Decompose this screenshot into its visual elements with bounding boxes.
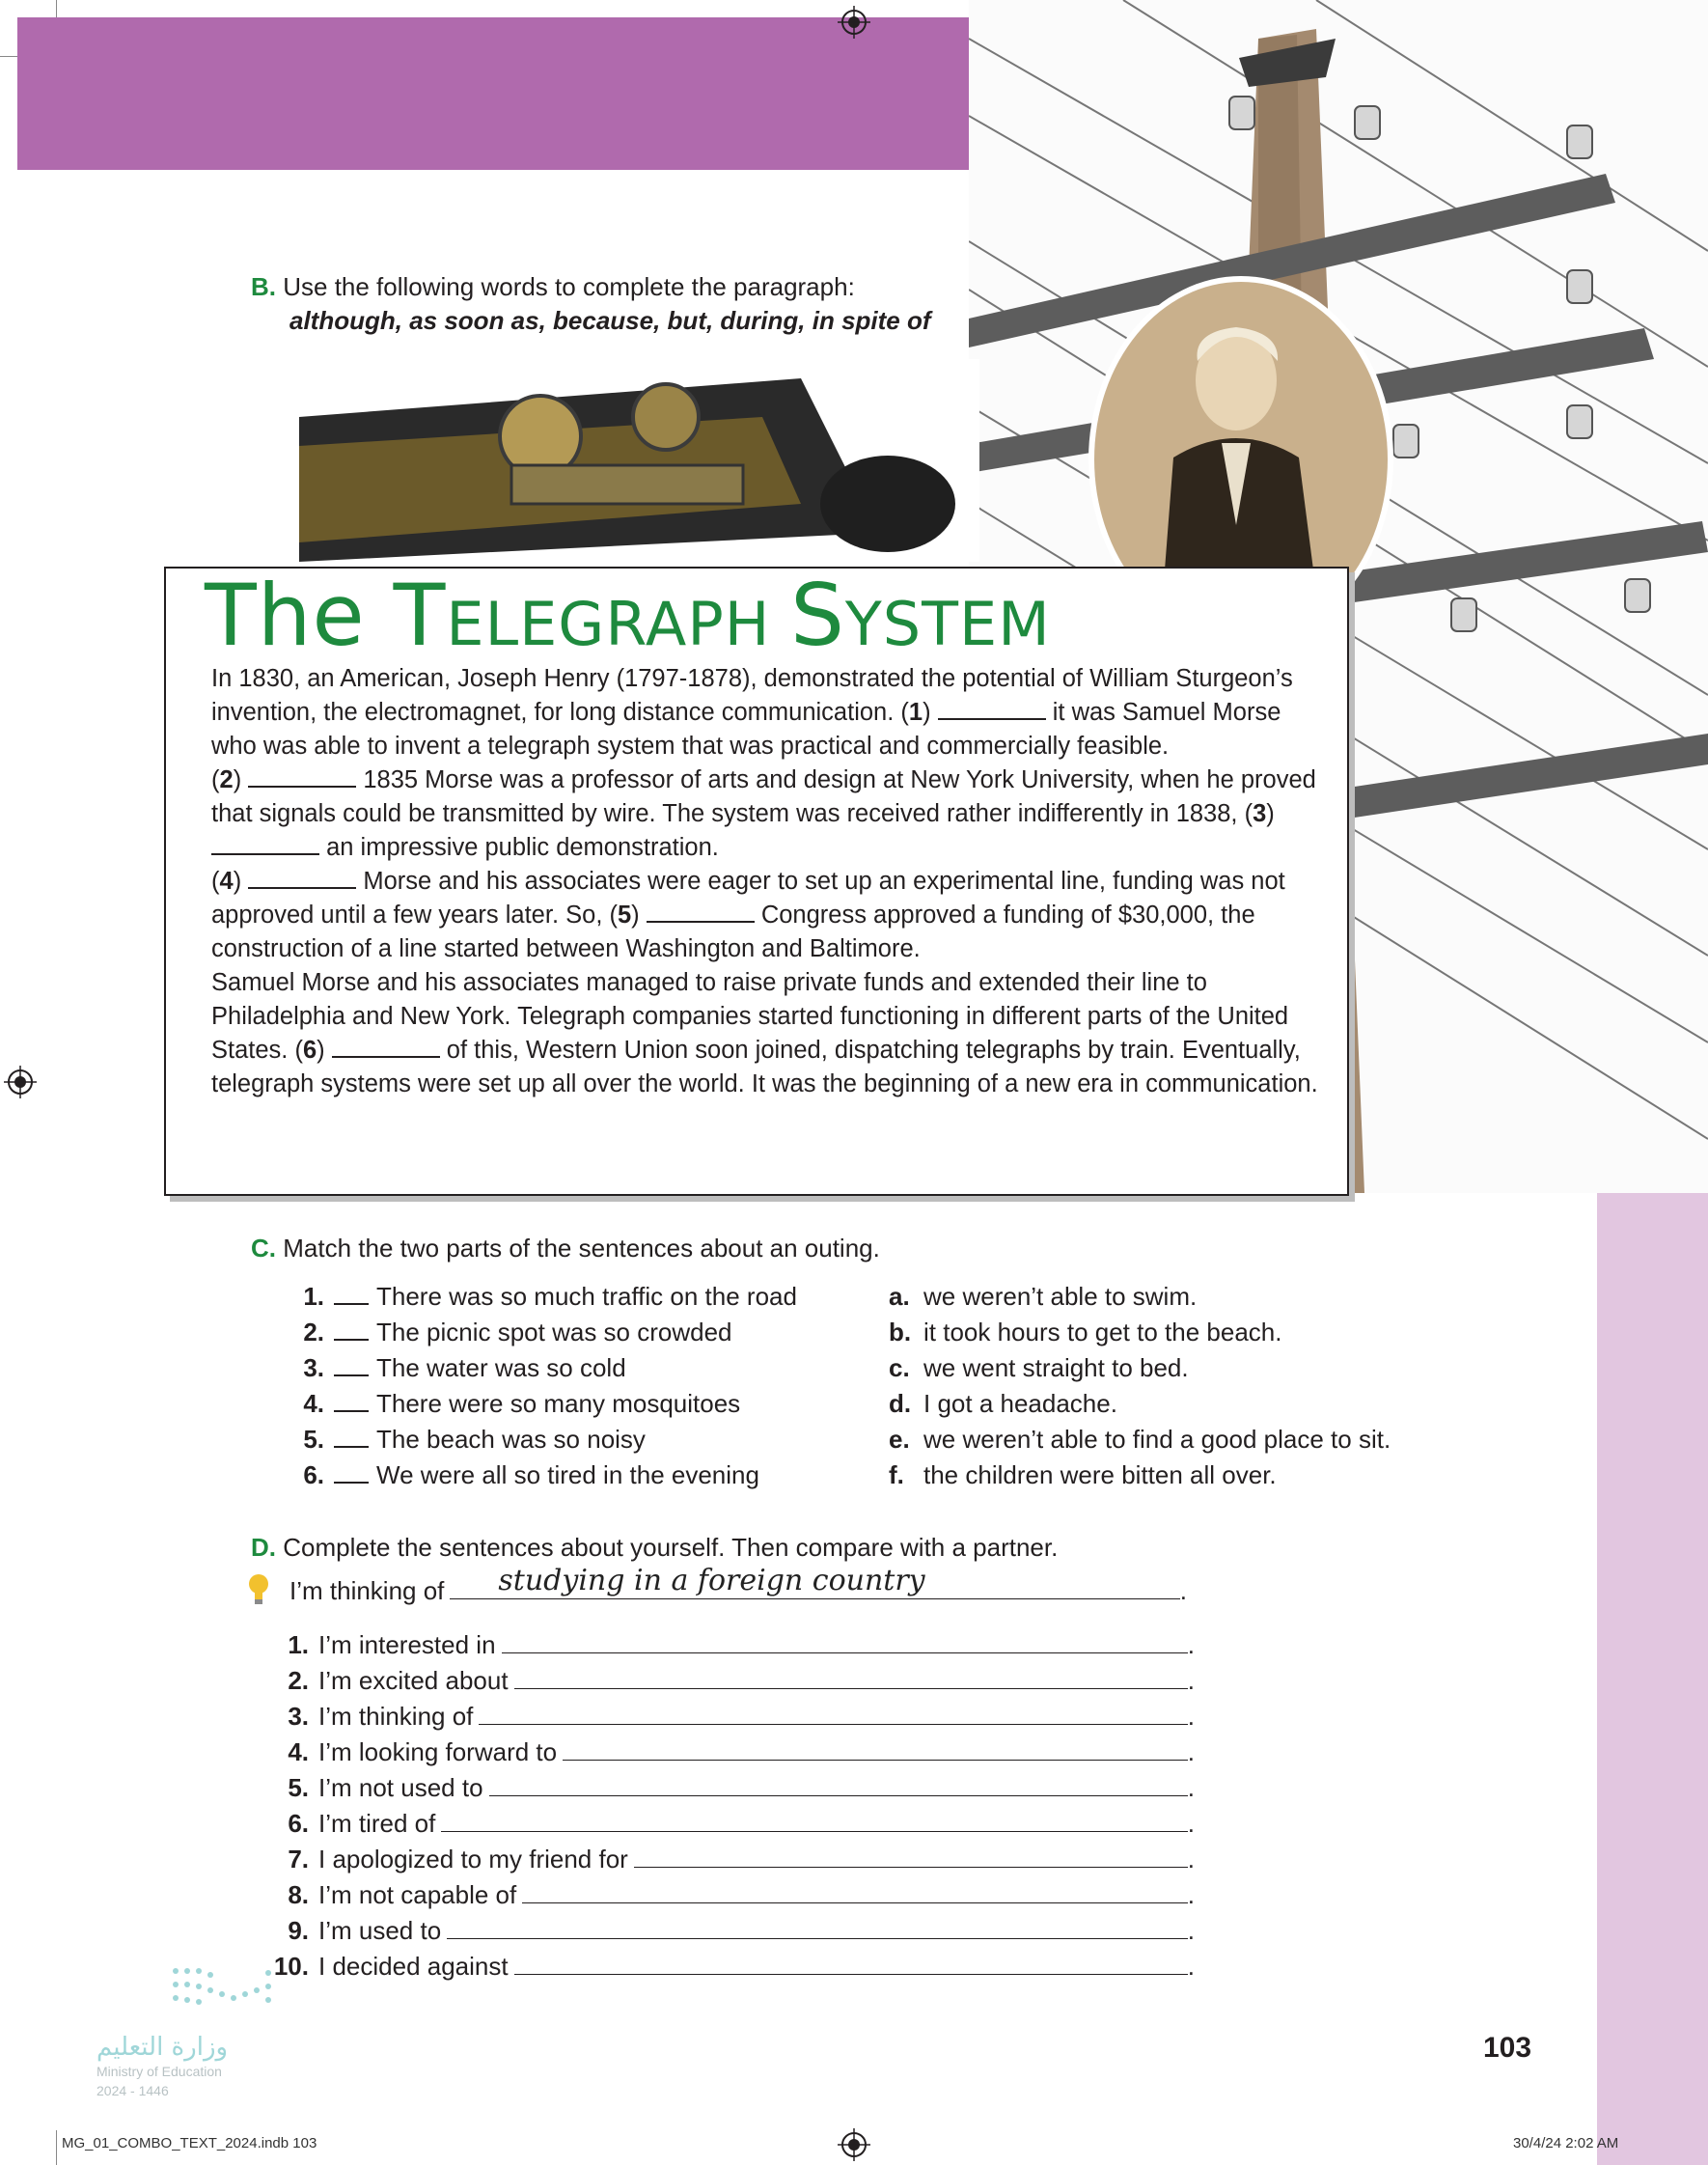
item-prompt: I apologized to my friend for bbox=[318, 1845, 628, 1874]
match-answer-blank[interactable] bbox=[334, 1319, 369, 1341]
paragraph: (2) 1835 Morse was a professor of arts and design at New York University, when he proved that signals could be transmitted by wire. The system was received rather indifferently in 1838, (3) an impressive public demonstration. bbox=[211, 766, 1316, 861]
title-word: ELEGRAPH bbox=[446, 589, 791, 659]
option-text: we went straight to bed. bbox=[923, 1353, 1189, 1382]
option-text: I got a headache. bbox=[923, 1389, 1117, 1418]
registration-mark-icon bbox=[838, 6, 870, 39]
item-number: 6. bbox=[303, 1460, 324, 1489]
answer-line[interactable] bbox=[447, 1915, 1188, 1939]
title-word: YSTEM bbox=[844, 589, 1051, 659]
section-b-instructions bbox=[251, 270, 931, 338]
match-item bbox=[288, 1279, 857, 1315]
match-answer-blank[interactable] bbox=[334, 1284, 369, 1305]
item-prompt: I’m thinking of bbox=[318, 1702, 474, 1731]
registration-mark-icon bbox=[4, 1066, 37, 1098]
item-text: The beach was so noisy bbox=[376, 1425, 646, 1454]
completion-item: 2. I’m excited about . bbox=[268, 1663, 1195, 1699]
lightbulb-icon bbox=[247, 1573, 270, 1606]
answer-line[interactable] bbox=[634, 1844, 1188, 1868]
option-letter: f. bbox=[889, 1460, 904, 1489]
telegraph-key-photo bbox=[299, 359, 979, 562]
item-number: 7. bbox=[288, 1845, 309, 1874]
match-option bbox=[889, 1422, 1429, 1457]
ministry-dots-icon bbox=[166, 1961, 340, 2019]
completion-item: 7. I apologized to my friend for . bbox=[268, 1842, 1195, 1877]
option-text: we weren’t able to find a good place to sit. bbox=[923, 1425, 1391, 1454]
ministry-arabic-name: وزارة التعليم bbox=[96, 2033, 229, 2062]
print-slug-file: MG_01_COMBO_TEXT_2024.indb 103 bbox=[62, 2135, 317, 2151]
match-answer-blank[interactable] bbox=[334, 1427, 369, 1448]
match-right-column bbox=[889, 1279, 1429, 1493]
passage-text-run: Congress approved a funding of $30,000, the construction of a line started between Washington and Baltimore. bbox=[211, 902, 1255, 962]
item-number: 2. bbox=[303, 1318, 324, 1346]
match-answer-blank[interactable] bbox=[334, 1391, 369, 1412]
match-item bbox=[288, 1315, 857, 1350]
match-item bbox=[288, 1350, 857, 1386]
section-letter: D. bbox=[251, 1533, 276, 1562]
item-number: 1. bbox=[303, 1282, 324, 1311]
match-option bbox=[889, 1386, 1429, 1422]
item-text: The water was so cold bbox=[376, 1353, 626, 1382]
match-left-column bbox=[288, 1279, 857, 1493]
word-bank: although, as soon as, because, but, during, in spite of bbox=[289, 306, 931, 335]
blank-number: 4 bbox=[219, 868, 234, 895]
match-item bbox=[288, 1386, 857, 1422]
blank-number: 6 bbox=[302, 1037, 317, 1064]
registration-mark-icon bbox=[838, 2128, 870, 2161]
passage-text-run: Samuel Morse and his associates managed to raise private funds and extended their line to Philadelphia and New York. Telegraph companies started functioning in different parts of the United States. ( bbox=[211, 969, 1289, 1064]
passage-text-run: it was Samuel Morse who was able to invent a telegraph system that was practical and commercially feasible. bbox=[211, 699, 1281, 760]
option-letter: c. bbox=[889, 1353, 910, 1382]
side-color-strip bbox=[1597, 1193, 1708, 2165]
passage-text-run: of this, Western Union soon joined, dispatching telegraphs by train. Eventually, telegraph systems were set up all over the world. It was the beginning of a new era in communication. bbox=[211, 1037, 1318, 1097]
section-instruction: Complete the sentences about yourself. Then compare with a partner. bbox=[283, 1533, 1059, 1562]
match-answer-blank[interactable] bbox=[334, 1355, 369, 1376]
paragraph: Samuel Morse and his associates managed to raise private funds and extended their line to Philadelphia and New York. Telegraph companies started functioning in different parts of the United States. (6) of this, Western Union soon joined, dispatching telegraphs by train. Eventually, telegraph systems were set up all over the world. It was the beginning of a new era in communication. bbox=[211, 969, 1318, 1097]
passage-text-run: an impressive public demonstration. bbox=[319, 834, 719, 861]
example-sentence: I’m thinking of studying in a foreign country . bbox=[289, 1573, 1187, 1608]
title-letter: T bbox=[205, 566, 258, 665]
passage-text-run: 1835 Morse was a professor of arts and design at New York University, when he proved that signals could be transmitted by wire. The system was received rather indifferently in 1838, ( bbox=[211, 766, 1316, 827]
completion-item: 8. I’m not capable of . bbox=[268, 1877, 1195, 1913]
match-answer-blank[interactable] bbox=[334, 1462, 369, 1484]
section-instruction: Use the following words to complete the paragraph: bbox=[283, 272, 855, 301]
page-number: 103 bbox=[1483, 2032, 1532, 2064]
item-text: The picnic spot was so crowded bbox=[376, 1318, 732, 1346]
answer-blank[interactable] bbox=[938, 701, 1046, 720]
completion-item: 1. I’m interested in . bbox=[268, 1627, 1195, 1663]
blank-number: 2 bbox=[219, 766, 234, 793]
item-number: 3. bbox=[303, 1353, 324, 1382]
match-item bbox=[288, 1457, 857, 1493]
section-instruction: Match the two parts of the sentences about an outing. bbox=[283, 1234, 880, 1263]
match-item bbox=[288, 1422, 857, 1457]
option-text: it took hours to get to the beach. bbox=[923, 1318, 1282, 1346]
answer-line[interactable] bbox=[563, 1736, 1188, 1761]
item-number: 6. bbox=[288, 1809, 309, 1838]
answer-blank[interactable] bbox=[332, 1039, 440, 1058]
ministry-year: 2024 - 1446 bbox=[96, 2083, 169, 2098]
header-color-band bbox=[17, 17, 969, 170]
paragraph: (4) Morse and his associates were eager to set up an experimental line, funding was not approved until a few years later. So, (5) Congress approved a funding of $30,000, the construction of a line started between Washington and Baltimore. bbox=[211, 868, 1285, 962]
item-number: 9. bbox=[288, 1916, 309, 1945]
option-letter: a. bbox=[889, 1282, 910, 1311]
answer-line[interactable] bbox=[479, 1701, 1187, 1725]
match-option bbox=[889, 1315, 1429, 1350]
item-number: 8. bbox=[288, 1880, 309, 1909]
blank-number: 5 bbox=[617, 902, 632, 929]
section-c-instructions bbox=[251, 1232, 880, 1265]
match-option bbox=[889, 1350, 1429, 1386]
blank-number: 1 bbox=[908, 699, 923, 726]
answer-line[interactable] bbox=[514, 1951, 1188, 1975]
item-number: 4. bbox=[303, 1389, 324, 1418]
item-number: 4. bbox=[288, 1737, 309, 1766]
item-number: 3. bbox=[288, 1702, 309, 1731]
example-handwritten-answer: studying in a foreign country bbox=[498, 1564, 925, 1597]
item-prompt: I’m tired of bbox=[318, 1809, 436, 1838]
completion-item: 4. I’m looking forward to . bbox=[268, 1735, 1195, 1770]
blank-number: 3 bbox=[1253, 800, 1267, 827]
item-prompt: I’m not capable of bbox=[318, 1880, 517, 1909]
passage-text-run: Morse and his associates were eager to set up an experimental line, funding was not approved until a few years later. So, ( bbox=[211, 868, 1285, 929]
item-prompt: I’m excited about bbox=[318, 1666, 509, 1695]
item-number: 5. bbox=[288, 1773, 309, 1802]
item-prompt: I’m interested in bbox=[318, 1630, 496, 1659]
example-prompt: I’m thinking of bbox=[289, 1576, 445, 1605]
title-word: he bbox=[257, 566, 394, 665]
item-text: We were all so tired in the evening bbox=[376, 1460, 759, 1489]
section-letter: C. bbox=[251, 1234, 276, 1263]
item-prompt: I’m looking forward to bbox=[318, 1737, 558, 1766]
option-text: the children were bitten all over. bbox=[923, 1460, 1277, 1489]
ministry-english-name: Ministry of Education bbox=[96, 2064, 222, 2079]
option-letter: b. bbox=[889, 1318, 912, 1346]
option-letter: e. bbox=[889, 1425, 910, 1454]
completion-item: 3. I’m thinking of . bbox=[268, 1699, 1195, 1735]
item-text: There were so many mosquitoes bbox=[376, 1389, 741, 1418]
section-letter: B. bbox=[251, 272, 276, 301]
passage-text bbox=[211, 662, 1321, 1101]
ministry-logo bbox=[96, 1967, 270, 2102]
completion-item: 9. I’m used to . bbox=[268, 1913, 1195, 1949]
answer-line[interactable] bbox=[441, 1808, 1187, 1832]
completion-item: 10. I decided against . bbox=[268, 1949, 1195, 1985]
completion-item: 6. I’m tired of . bbox=[268, 1806, 1195, 1842]
match-option bbox=[889, 1279, 1429, 1315]
crop-mark bbox=[56, 2130, 57, 2165]
passage-text-run: In 1830, an American, Joseph Henry (1797-1878), demonstrated the potential of William Sturgeon’s invention, the electromagnet, for long distance communication. ( bbox=[211, 665, 1293, 726]
paragraph bbox=[211, 662, 1321, 763]
match-option bbox=[889, 1457, 1429, 1493]
item-prompt: I’m used to bbox=[318, 1916, 442, 1945]
title-letter: S bbox=[790, 566, 845, 665]
completion-list bbox=[268, 1627, 1195, 1985]
passage-text-run: ) bbox=[923, 699, 938, 726]
option-letter: d. bbox=[889, 1389, 912, 1418]
answer-line[interactable] bbox=[522, 1879, 1188, 1903]
item-prompt: I’m not used to bbox=[318, 1773, 483, 1802]
answer-line[interactable] bbox=[489, 1772, 1188, 1796]
answer-blank[interactable] bbox=[248, 870, 356, 889]
item-number: 2. bbox=[288, 1666, 309, 1695]
completion-item: 5. I’m not used to . bbox=[268, 1770, 1195, 1806]
title-letter: T bbox=[393, 566, 447, 665]
answer-line[interactable] bbox=[502, 1629, 1188, 1653]
passage-title bbox=[205, 568, 1051, 673]
answer-blank[interactable] bbox=[248, 768, 356, 788]
print-slug-date: 30/4/24 2:02 AM bbox=[1513, 2135, 1619, 2151]
answer-blank[interactable] bbox=[211, 836, 319, 855]
item-number: 10. bbox=[273, 1952, 309, 1981]
item-number: 1. bbox=[288, 1630, 309, 1659]
item-number: 5. bbox=[303, 1425, 324, 1454]
item-text: There was so much traffic on the road bbox=[376, 1282, 797, 1311]
answer-line[interactable] bbox=[514, 1665, 1188, 1689]
option-text: we weren’t able to swim. bbox=[923, 1282, 1198, 1311]
item-prompt: I decided against bbox=[318, 1952, 509, 1981]
section-d-instructions bbox=[251, 1531, 1058, 1565]
answer-blank[interactable] bbox=[647, 903, 755, 923]
